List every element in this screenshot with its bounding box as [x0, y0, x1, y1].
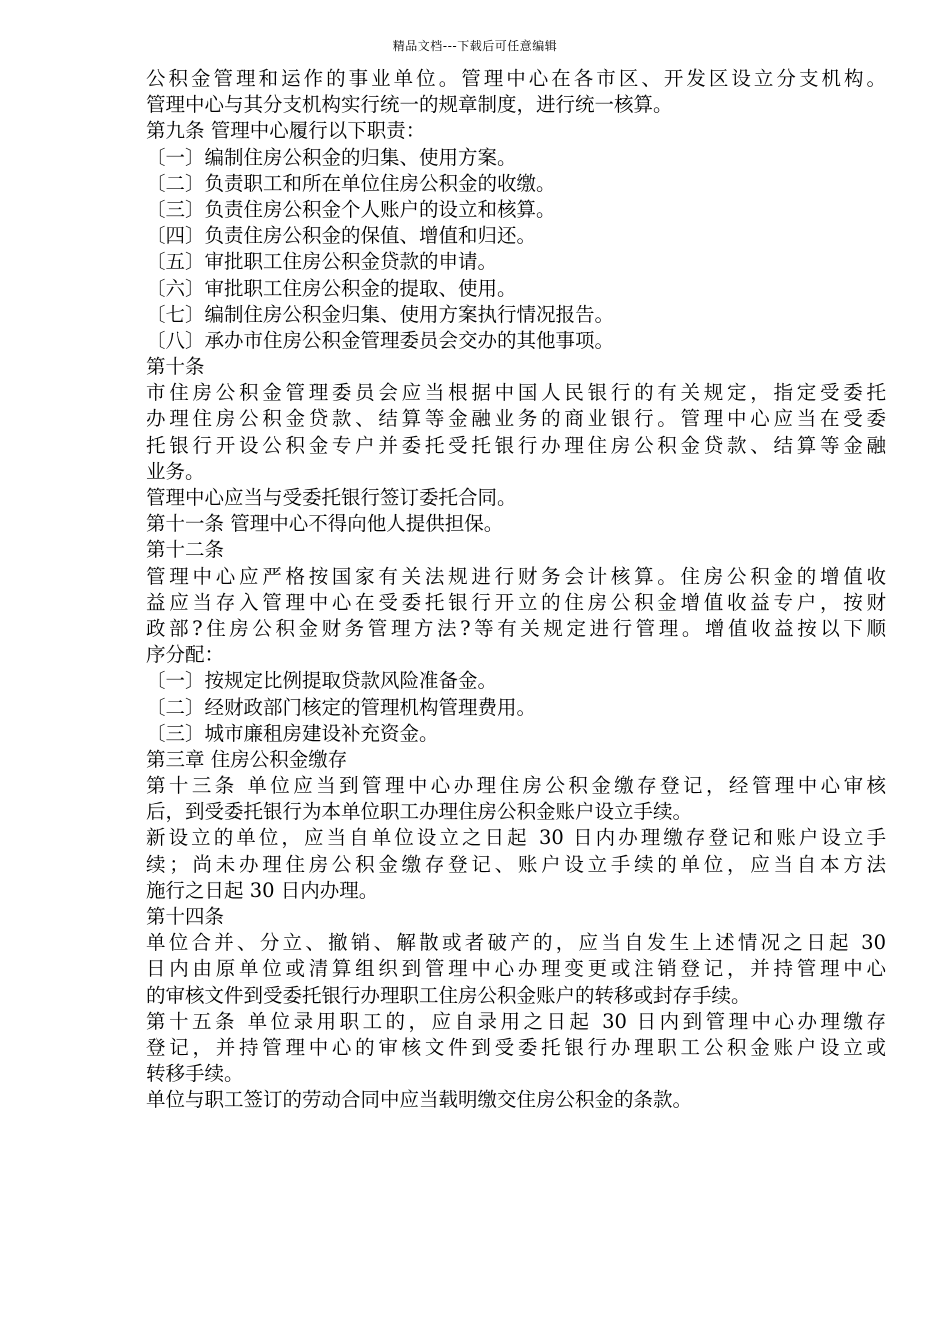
page-header: 精品文档---下载后可任意编辑 — [392, 39, 558, 53]
text-line: 市住房公积金管理委员会应当根据中国人民银行的有关规定，指定受委托 — [146, 381, 886, 405]
text-line: 公积金管理和运作的事业单位。管理中心在各市区、开发区设立分支机构。 — [146, 67, 886, 90]
text-line: 管理中心应当与受委托银行签订委托合同。 — [146, 486, 517, 509]
document-body — [146, 66, 886, 1114]
text-line: 〔五〕审批职工住房公积金贷款的申请。 — [146, 250, 498, 274]
text-line: 第十四条 — [146, 905, 225, 928]
text-line: 第九条 管理中心履行以下职责： — [146, 119, 426, 143]
text-line: 〔七〕编制住房公积金归集、使用方案执行情况报告。 — [146, 302, 615, 326]
text-line: 新设立的单位，应当自单位设立之日起 30 日内办理缴存登记和账户设立手 — [146, 826, 886, 850]
text-line: 〔二〕经财政部门核定的管理机构管理费用。 — [146, 695, 537, 719]
text-line: 施行之日起 30 日内办理。 — [146, 878, 379, 902]
text-line: 〔二〕负责职工和所在单位住房公积金的收缴。 — [146, 171, 556, 195]
text-line: 序分配： — [146, 643, 225, 667]
text-line: 单位合并、分立、撤销、解散或者破产的，应当自发生上述情况之日起 30 — [146, 931, 886, 955]
text-line: 第十五条 单位录用职工的，应自录用之日起 30 日内到管理中心办理缴存 — [146, 1009, 886, 1033]
text-line: 政部?住房公积金财务管理方法?等有关规定进行管理。增值收益按以下顺 — [146, 616, 886, 640]
text-line: 办理住房公积金贷款、结算等金融业务的商业银行。管理中心应当在受委 — [146, 407, 886, 431]
text-line: 第十条 — [146, 355, 205, 379]
text-line: 转移手续。 — [146, 1062, 244, 1086]
text-line: 第十二条 — [146, 538, 225, 562]
text-line: 〔四〕负责住房公积金的保值、增值和归还。 — [146, 224, 537, 248]
text-line: 业务。 — [146, 459, 205, 483]
text-line: 后，到受委托银行为本单位职工办理住房公积金账户设立手续。 — [146, 800, 693, 824]
text-line: 〔八〕承办市住房公积金管理委员会交办的其他事项。 — [146, 328, 615, 352]
text-line: 日内由原单位或清算组织到管理中心办理变更或注销登记，并持管理中心 — [146, 957, 886, 981]
text-line: 〔三〕负责住房公积金个人账户的设立和核算。 — [146, 197, 556, 221]
text-line: 第十一条 管理中心不得向他人提供担保。 — [146, 512, 504, 536]
text-line: 单位与职工签订的劳动合同中应当载明缴交住房公积金的条款。 — [146, 1088, 693, 1112]
text-line: 〔一〕按规定比例提取贷款风险准备金。 — [146, 669, 498, 693]
text-line: 第十三条 单位应当到管理中心办理住房公积金缴存登记，经管理中心审核 — [146, 774, 886, 798]
text-line: 管理中心应严格按国家有关法规进行财务会计核算。住房公积金的增值收 — [146, 564, 886, 588]
text-line: 〔三〕城市廉租房建设补充资金。 — [146, 721, 439, 745]
text-line: 的审核文件到受委托银行办理职工住房公积金账户的转移或封存手续。 — [146, 983, 751, 1007]
text-line: 〔六〕审批职工住房公积金的提取、使用。 — [146, 276, 517, 300]
text-line: 续；尚未办理住房公积金缴存登记、账户设立手续的单位，应当自本方法 — [146, 852, 886, 876]
text-line: 托银行开设公积金专户并委托受托银行办理住房公积金贷款、结算等金融 — [146, 433, 886, 457]
text-line: 第三章 住房公积金缴存 — [146, 747, 348, 771]
text-line: 益应当存入管理中心在受委托银行开立的住房公积金增值收益专户，按财 — [146, 590, 886, 614]
text-line: 〔一〕编制住房公积金的归集、使用方案。 — [146, 145, 517, 169]
text-line: 管理中心与其分支机构实行统一的规章制度，进行统一核算。 — [146, 93, 673, 117]
text-line: 登记，并持管理中心的审核文件到受委托银行办理职工公积金账户设立或 — [146, 1035, 886, 1059]
